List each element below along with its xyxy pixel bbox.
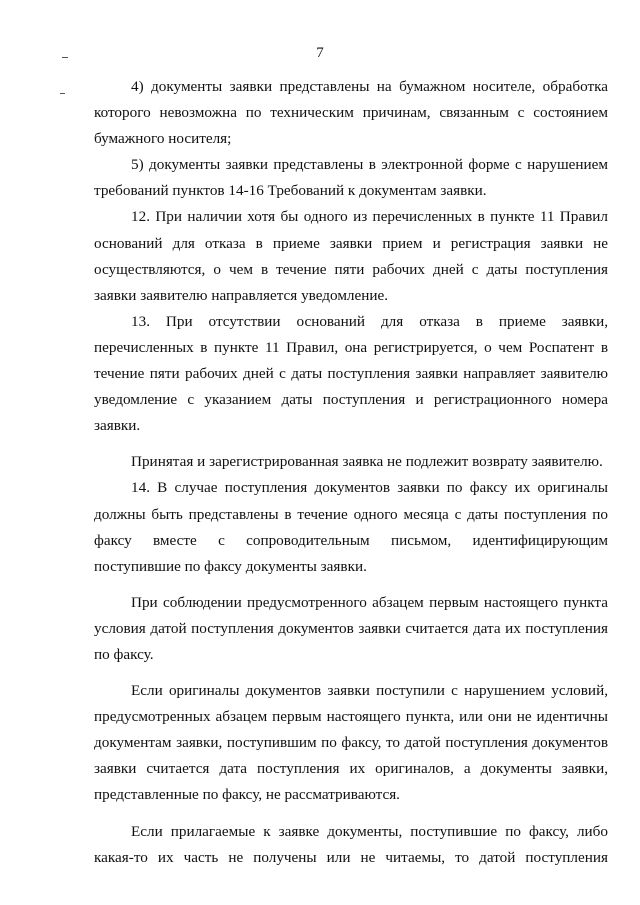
paragraph-originals-violation: Если оригиналы документов заявки поступили с нарушением условий, предусмотренных абзацем первым настоящего пункта, или они не идентичны документам заявки, поступившим по факсу, то датой поступления документов заявки считается дата поступления их оригиналов, а документы заявки, представленные по факсу, не рассматриваются. (94, 682, 608, 804)
paragraph-clause-14: 14. В случае поступления документов заявки по факсу их оригиналы должны быть представлены в течение одного месяца с даты поступления по факсу вместе с сопроводительным письмом, идентифицирующим поступившие по факсу документы заявки. (94, 479, 608, 575)
paragraph-clause-13: 13. При отсутствии оснований для отказа в приеме заявки, перечисленных в пункте 11 Правил, она регистрируется, о чем Роспатент в течение пяти рабочих дней с даты поступления заявки направляет заявителю уведомление с указанием даты поступления и регистрационного номера заявки. (94, 312, 608, 435)
page-number: 7 (316, 45, 324, 61)
paragraph-fax-date: При соблюдении предусмотренного абзацем первым настоящего пункта условия датой поступления документов заявки считается дата их поступления по факсу. (94, 593, 608, 663)
document-body (94, 74, 608, 871)
paragraph-not-returned: Принятая и зарегистрированная заявка не подлежит возврату заявителю. (131, 453, 603, 471)
paragraph-item-4: 4) документы заявки представлены на бумажном носителе, обработка которого невозможна по техническим причинам, связанным с состоянием бумажного носителя; (94, 78, 608, 148)
scan-artifact-mark (60, 93, 65, 94)
paragraph-item-5: 5) документы заявки представлены в электронной форме с нарушением требований пунктов 14-16 Требований к документам заявки. (94, 156, 608, 200)
paragraph-clause-12: 12. При наличии хотя бы одного из перечисленных в пункте 11 Правил оснований для отказа в приеме заявки прием и регистрация заявки не осуществляются, о чем в течение пяти рабочих дней с даты поступления заявки заявителю направляется уведомление. (94, 208, 608, 304)
paragraph-unreadable-docs: Если прилагаемые к заявке документы, поступившие по факсу, либо какая-то их часть не получены или не читаемы, то датой поступления (94, 822, 608, 866)
